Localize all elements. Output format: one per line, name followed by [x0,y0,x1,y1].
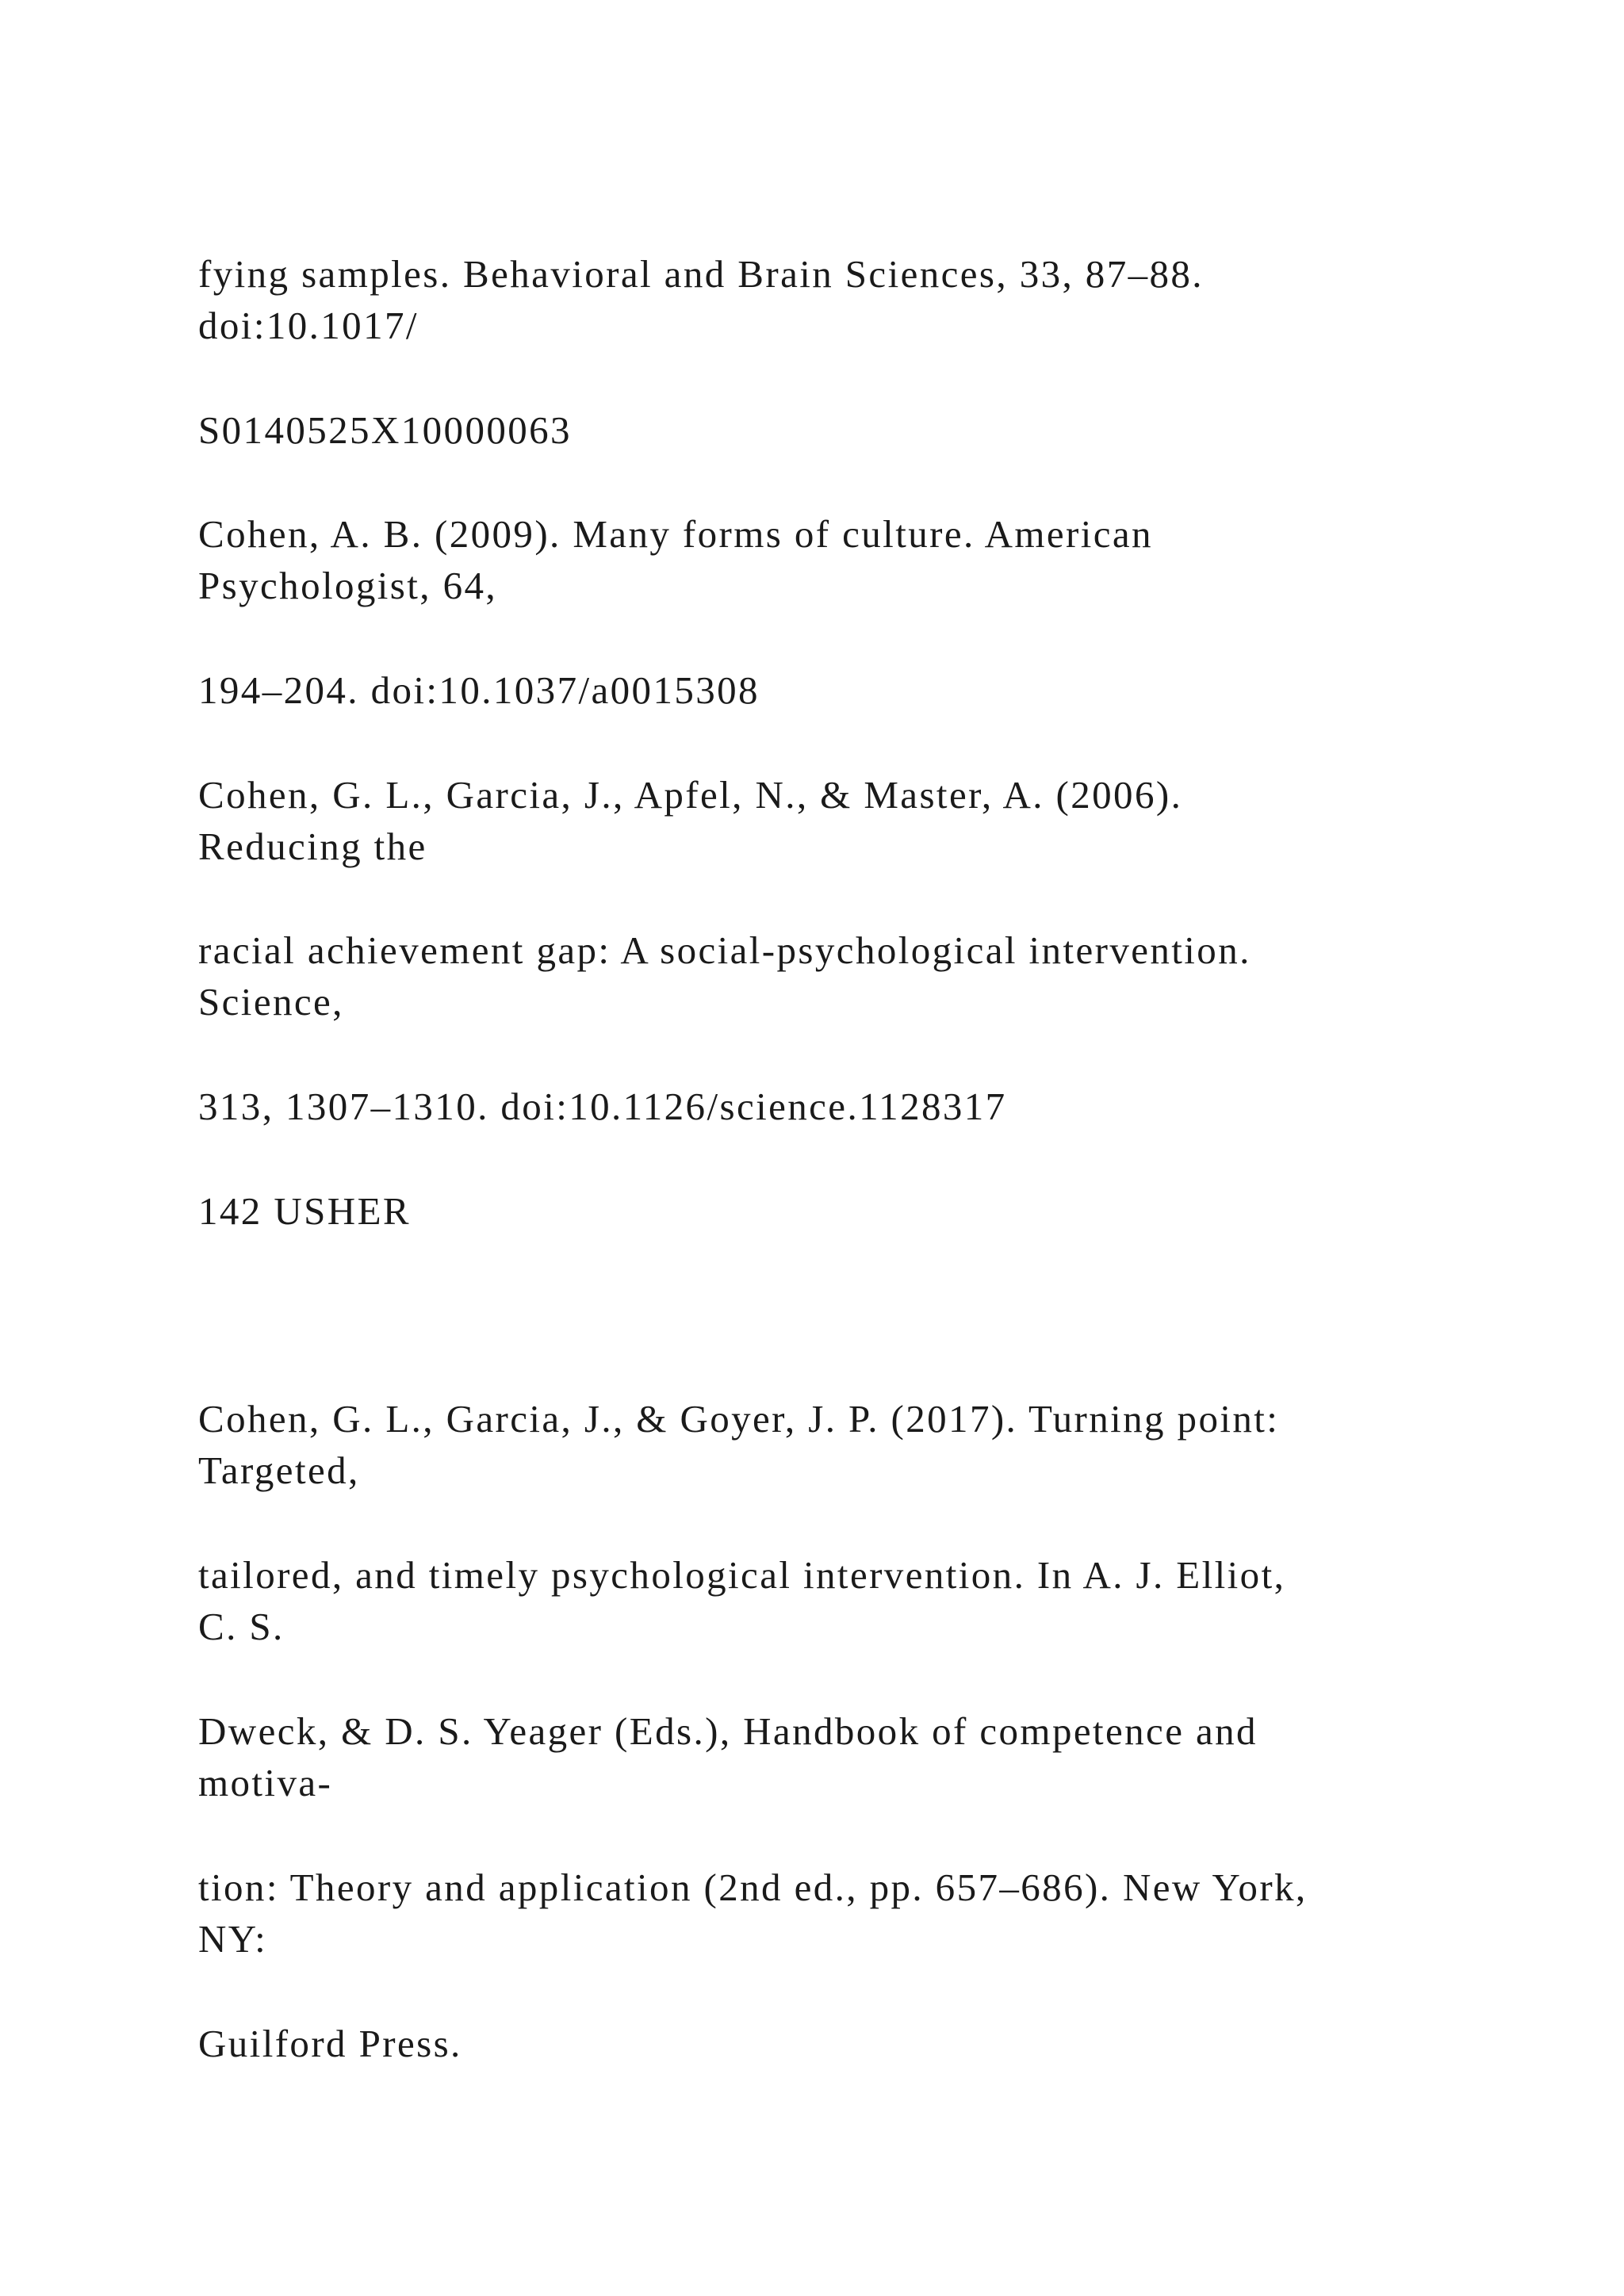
reference-text-line: Cohen, G. L., Garcia, J., & Goyer, J. P. (2017). Turning point: [198,1397,1280,1441]
reference-text-line: Guilford Press. [198,2022,462,2065]
reference-text-line: fying samples. Behavioral and Brain Sciences, 33, 87–88. [198,252,1204,296]
reference-text-line: 194–204. doi:10.1037/a0015308 [198,668,760,712]
reference-text-line: NY: [198,1917,268,1961]
reference-text-line: racial achievement gap: A social-psychological intervention. [198,928,1251,972]
reference-text-line: tailored, and timely psychological intervention. In A. J. Elliot, [198,1553,1286,1597]
reference-text-line: Science, [198,980,344,1024]
reference-text-line: S0140525X10000063 [198,408,572,452]
reference-text-line: Reducing the [198,825,427,868]
reference-text-line: 313, 1307–1310. doi:10.1126/science.1128317 [198,1085,1007,1128]
reference-text-line: Cohen, A. B. (2009). Many forms of culture. American [198,512,1153,556]
page-header-running-head: 142 USHER [198,1189,411,1233]
reference-text-line: Psychologist, 64, [198,564,498,607]
reference-text-line: motiva- [198,1761,333,1804]
reference-text-line: Targeted, [198,1448,360,1492]
reference-text-line: tion: Theory and application (2nd ed., pp. 657–686). New York, [198,1866,1308,1909]
reference-text-line: doi:10.1017/ [198,304,419,347]
reference-text-line: Dweck, & D. S. Yeager (Eds.), Handbook of competence and [198,1709,1258,1753]
reference-text-line: C. S. [198,1605,285,1648]
reference-text-line: Cohen, G. L., Garcia, J., Apfel, N., & Master, A. (2006). [198,773,1183,817]
